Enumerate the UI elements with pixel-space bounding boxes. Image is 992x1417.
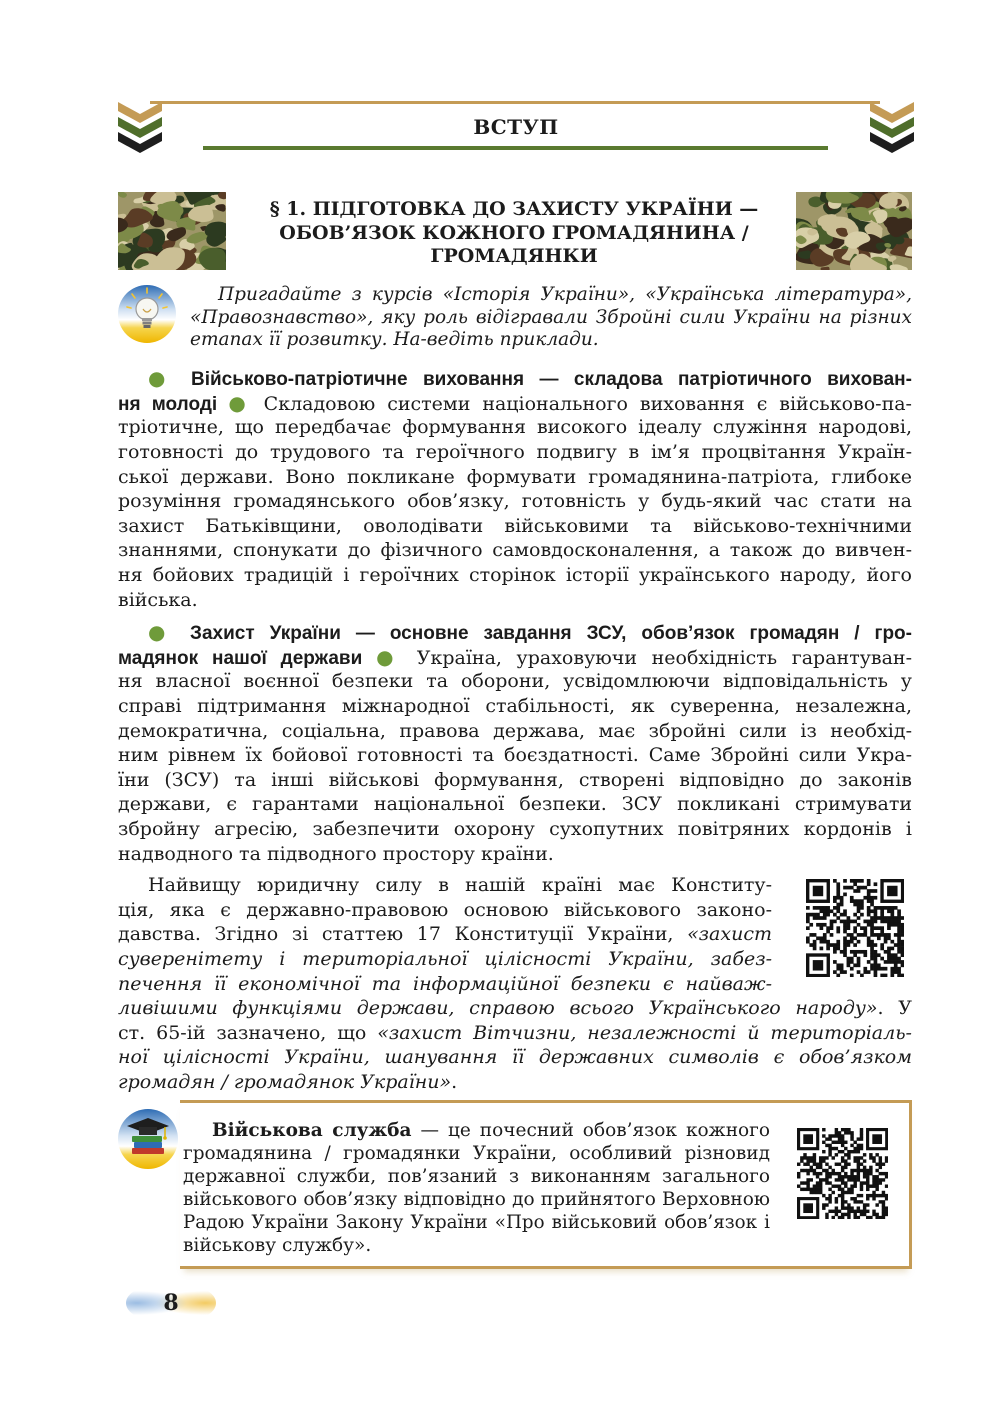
body-text: ція, яка є державно-правовою основою військового законо- xyxy=(118,898,772,921)
recall-prompt xyxy=(190,284,912,352)
text-line xyxy=(118,947,772,972)
body-text: громадянина / громадянки України, особливий різновид xyxy=(183,1142,770,1164)
text-line xyxy=(183,1142,770,1165)
text-line xyxy=(118,563,912,588)
paragraph xyxy=(118,620,912,866)
page-number: 8 xyxy=(163,1290,179,1316)
italic-text: «захист Вітчизни, незалежності й територіаль- xyxy=(377,1021,912,1044)
text-line xyxy=(118,645,912,670)
italic-text: громадян / громадянок України» xyxy=(118,1071,452,1094)
body-text: . У xyxy=(877,997,912,1020)
text-line xyxy=(118,873,772,898)
text-line xyxy=(118,743,912,768)
qr-code xyxy=(806,879,904,977)
text-line xyxy=(183,1119,770,1142)
page-number-badge xyxy=(126,1284,216,1322)
body-text: військового обов’язку відповідно до прийнятого Верховною xyxy=(183,1188,770,1210)
text-line xyxy=(118,768,912,793)
body-text: — це почесний обов’язок кожного xyxy=(411,1119,770,1141)
subheading: ня молоді xyxy=(118,393,229,415)
body-text: захист Батьківщини, оволодівати військовими та військово-технічними xyxy=(118,514,912,537)
text-line xyxy=(118,719,912,744)
italic-text: ливішими функціями держави, справою всього Українського народу» xyxy=(118,997,878,1020)
text-line xyxy=(118,1045,912,1070)
body-text: готовності до трудового та героїчного подвигу в ім’я процвітання Україн- xyxy=(118,440,912,463)
text-line xyxy=(118,669,912,694)
text-line xyxy=(118,465,912,490)
camouflage-image xyxy=(796,192,912,270)
body-text: Найвищу юридичну силу в нашій країні має Конститу- xyxy=(148,874,772,896)
body-text: знаннями, спонукати до фізичного самовдосконалення, а також до вивчен- xyxy=(118,539,912,562)
text-line xyxy=(183,1188,770,1211)
italic-text: етапах її розвитку. На-ведіть приклади. xyxy=(190,329,599,350)
body-text: збройну агресію, забезпечити охорону сухопутних повітряних кордонів і xyxy=(118,818,912,841)
paragraph xyxy=(118,366,912,612)
text-line xyxy=(118,972,772,997)
body-text: справі підтримання міжнародної стабільності, як суверенна, незалежна, xyxy=(118,694,912,717)
text-line xyxy=(190,329,912,352)
italic-text: «захист xyxy=(687,923,772,946)
header-rule-gold xyxy=(150,101,880,104)
italic-text: печення її економічної та інформаційної безпеки є найваж- xyxy=(118,972,772,995)
body-text: давства. Згідно зі статтею 17 Конституції України, xyxy=(118,923,688,946)
section-title xyxy=(228,198,800,269)
body-text: державної служби, пов’язаний з виконанням загального xyxy=(183,1165,770,1187)
body-text: Радою України Закону України «Про військовий обов’язок і xyxy=(183,1211,770,1233)
text-line xyxy=(118,489,912,514)
italic-text: ної цілісності України, шанування її державних символів є обов’язком xyxy=(118,1046,912,1069)
italic-text: Пригадайте з курсів «Історія України», «Українська література», xyxy=(218,284,912,305)
italic-text: суверенітету і територіальної цілісності України, забез- xyxy=(118,947,772,970)
text-line xyxy=(118,514,912,539)
term: Військова служба xyxy=(212,1119,412,1141)
body-text: війська. xyxy=(118,588,198,611)
bullet-dot: ● xyxy=(376,644,403,669)
body-text: Україна, ураховуючи необхідність гарантуван- xyxy=(402,646,912,669)
body-text: ської держави. Воно покликане формувати громадянина-патріота, глибоке xyxy=(118,465,912,488)
text-line xyxy=(118,898,772,923)
bullet-dot: ● xyxy=(148,366,176,390)
italic-text: «Правознавство», яку роль відігравали Збройні сили України на різних xyxy=(190,306,912,328)
text-line xyxy=(118,588,912,613)
body-text: . xyxy=(451,1071,458,1094)
chapter-title: ВСТУП xyxy=(473,115,559,139)
text-line xyxy=(118,1021,912,1046)
definition-text xyxy=(183,1119,770,1257)
subheading: Захист України — основне завдання ЗСУ, обов’язок громадян / гро- xyxy=(175,623,912,644)
text-line xyxy=(118,817,912,842)
chevron-down-icon xyxy=(869,101,915,155)
section-title-line: § 1. ПІДГОТОВКА ДО ЗАХИСТУ УКРАЇНИ — xyxy=(269,198,759,220)
text-line xyxy=(118,538,912,563)
text-line xyxy=(118,415,912,440)
bullet-dot: ● xyxy=(228,390,252,415)
chevron-down-icon xyxy=(117,101,163,155)
bullet-dot: ● xyxy=(148,620,176,644)
body-text: їни (ЗСУ) та інші військові формування, створені відповідно до законів xyxy=(118,768,912,791)
section-title-line: ОБОВ’ЯЗОК КОЖНОГО ГРОМАДЯНИНА / xyxy=(279,221,749,244)
section-title-line: ГРОМАДЯНКИ xyxy=(430,245,598,267)
subheading: Військово-патріотичне виховання — складова патріотичного вихован- xyxy=(175,369,912,390)
text-line xyxy=(118,792,912,817)
text-line xyxy=(190,284,912,307)
body-text: демократична, соціальна, правова держава, має збройні сили із необхід- xyxy=(118,719,912,742)
text-line xyxy=(118,620,912,645)
body-text: держави, є гарантами національної безпеки. ЗСУ покликані стримувати xyxy=(118,793,912,816)
body-text: тріотичне, що передбачає формування високого ідеалу служіння народові, xyxy=(118,416,912,439)
body-text: ним рівнем їх бойової готовності та боєздатності. Саме Збройні сили Укра- xyxy=(118,744,912,767)
graduation-cap-books-icon xyxy=(117,1108,179,1170)
text-line xyxy=(118,391,912,416)
text-line xyxy=(118,366,912,391)
camouflage-image xyxy=(118,192,226,270)
paragraph xyxy=(118,873,912,1095)
text-line xyxy=(183,1234,770,1257)
text-line xyxy=(118,922,772,947)
body-text: розуміння громадянського обов’язку, готовність у будь-який час стати на xyxy=(118,490,912,513)
text-line xyxy=(118,1070,912,1095)
lightbulb-icon xyxy=(117,284,177,344)
text-line xyxy=(118,440,912,465)
text-line xyxy=(118,694,912,719)
text-line xyxy=(118,842,912,867)
body-text: надводного та підводного простору країни. xyxy=(118,842,554,865)
text-line xyxy=(190,307,912,330)
qr-code xyxy=(797,1128,888,1219)
header-rule-green xyxy=(203,146,828,150)
text-line xyxy=(118,996,912,1021)
body-text: військову службу». xyxy=(183,1234,372,1256)
body-text: Складовою системи національного виховання є військово-па- xyxy=(251,392,912,415)
subheading: мадянок нашої держави xyxy=(118,647,377,669)
body-text: ня власної воєнної безпеки та оборони, усвідомлюючи відповідальність у xyxy=(118,670,912,693)
body-text: ня бойових традицій і героїчних сторінок історії українського народу, його xyxy=(118,564,912,587)
body-text: ст. 65-ій зазначено, що xyxy=(118,1021,378,1044)
text-line xyxy=(183,1211,770,1234)
text-line xyxy=(183,1165,770,1188)
